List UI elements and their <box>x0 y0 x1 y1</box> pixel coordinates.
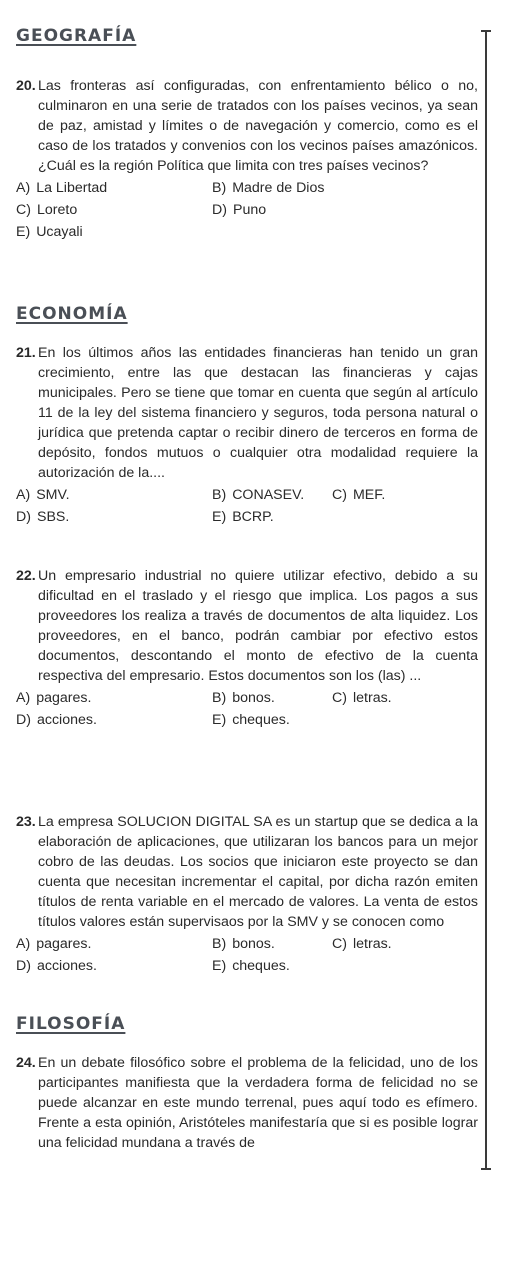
question-20 <box>16 76 478 244</box>
option-d[interactable]: D) SBS. <box>16 509 70 525</box>
options <box>16 934 478 978</box>
section-title-filosofia: FILOSOFÍA <box>16 1014 126 1034</box>
section-title-economia: ECONOMÍA <box>16 304 128 324</box>
section-title-geografia: GEOGRAFÍA <box>16 26 137 46</box>
option-a[interactable]: A) La Libertad <box>16 180 108 196</box>
question-stem: Las fronteras así configuradas, con enfrentamiento bélico o no, culminaron en una serie de tratados con los países vecinos, ya sean de paz, amistad y límites o de navegación y comercio, como es el caso de los tratados y convenios con los vecinos países amazónicos. ¿Cuál es la región Política que limita con tres países vecinos? <box>38 78 478 174</box>
question-stem: En un debate filosófico sobre el problema de la felicidad, uno de los participantes manifiesta que la verdadera forma de felicidad no se puede alcanzar en este mundo terrenal, pues aquí todo es efímero. Frente a esta opinión, Aristóteles manifestaría que si es posible lograr una felicidad mundana a través de <box>38 1055 478 1151</box>
question-number: 20. <box>16 78 36 94</box>
option-c[interactable]: C) letras. <box>332 936 392 952</box>
option-a[interactable]: A) pagares. <box>16 690 92 706</box>
question-stem: La empresa SOLUCION DIGITAL SA es un startup que se dedica a la elaboración de aplicaciones, que utilizaran los bancos para un mejor cobro de las deudas. Los socios que iniciaron este proyecto se dan cuenta que necesitan incrementar el capital, por dicha razón emiten títulos de renta variable en el mercado de valores. La venta de estos títulos valores están supervisaos por la SMV y se conocen como <box>38 814 478 930</box>
question-23-text <box>16 812 478 932</box>
question-number: 23. <box>16 814 36 830</box>
option-e[interactable]: E) cheques. <box>212 958 290 974</box>
question-20-text <box>16 76 478 176</box>
option-b[interactable]: B) bonos. <box>212 690 275 706</box>
option-b[interactable]: B) CONASEV. <box>212 487 305 503</box>
option-e[interactable]: E) cheques. <box>212 712 290 728</box>
option-d[interactable]: D) Puno <box>212 202 267 218</box>
question-stem: En los últimos años las entidades financieras han tenido un gran crecimiento, entre las que destacan las financieras y cajas municipales. Pero se tiene que tomar en cuenta que según al artículo 11 de la ley del sistema financiero y seguros, toda persona natural o jurídica que pretenda captar o recibir dinero de terceros en forma de depósito, fondos mutuos o cualquier otra modalidad requiere la autorización de la.... <box>38 345 478 481</box>
option-c[interactable]: C) MEF. <box>332 487 386 503</box>
question-23 <box>16 812 478 978</box>
option-c[interactable]: C) letras. <box>332 690 392 706</box>
margin-bar-bottom-cap <box>481 1168 491 1170</box>
option-b[interactable]: B) Madre de Dios <box>212 180 325 196</box>
question-number: 22. <box>16 568 36 584</box>
options <box>16 688 478 732</box>
question-number: 21. <box>16 345 36 361</box>
option-d[interactable]: D) acciones. <box>16 712 97 728</box>
question-22 <box>16 566 478 732</box>
option-c[interactable]: C) Loreto <box>16 202 78 218</box>
margin-bar <box>485 30 487 1170</box>
margin-bar-top-cap <box>481 30 491 32</box>
option-e[interactable]: E) BCRP. <box>212 509 274 525</box>
option-d[interactable]: D) acciones. <box>16 958 97 974</box>
question-number: 24. <box>16 1055 36 1071</box>
question-21 <box>16 343 478 529</box>
question-stem: Un empresario industrial no quiere utilizar efectivo, debido a su dificultad en el traslado y el riesgo que implica. Los pagos a sus proveedores los realiza a través de documentos de alta liquidez. Los proveedores, en el banco, podrán cambiar por efectivo estos documentos, descontando el monto de efectivo de la cuenta respectiva del empresario. Estos documentos son los (las) ... <box>38 568 478 684</box>
option-e[interactable]: E) Ucayali <box>16 224 83 240</box>
options <box>16 178 478 244</box>
question-24-text <box>16 1053 478 1153</box>
option-b[interactable]: B) bonos. <box>212 936 275 952</box>
option-a[interactable]: A) SMV. <box>16 487 70 503</box>
question-24 <box>16 1053 478 1155</box>
question-21-text <box>16 343 478 483</box>
option-a[interactable]: A) pagares. <box>16 936 92 952</box>
options <box>16 485 478 529</box>
question-22-text <box>16 566 478 686</box>
